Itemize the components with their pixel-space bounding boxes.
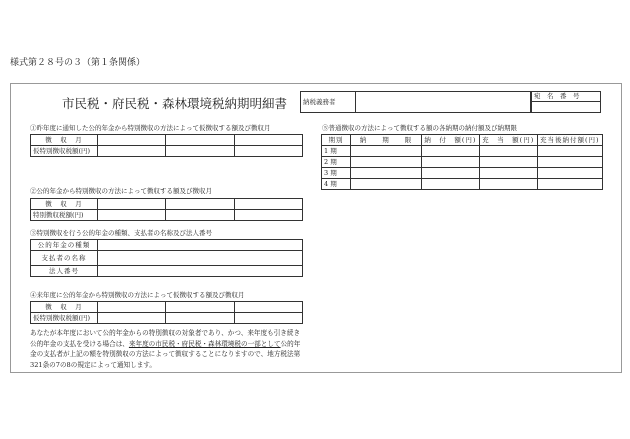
section3-caption: ③特別徴収を行う公的年金の種類、支払者の名称及び法人番号 <box>30 229 212 237</box>
provisional-tax-label: 仮特別徴収税額(円) <box>31 313 98 324</box>
header-period: 期別 <box>322 135 351 146</box>
pension-type-field[interactable] <box>98 240 303 251</box>
payer-name-label: 支払者の名称 <box>31 251 98 266</box>
page-title: 市民税・府民税・森林環境税納期明細書 <box>62 96 288 111</box>
section5-caption: ⑤普通徴収の方法によって徴収する額の各納期の納付額及び納期限 <box>322 124 517 132</box>
cell[interactable] <box>537 146 602 157</box>
cell[interactable] <box>351 168 422 179</box>
cell[interactable] <box>351 146 422 157</box>
section5-table <box>321 134 603 190</box>
cell[interactable] <box>422 146 480 157</box>
payer-name-field[interactable] <box>98 251 303 266</box>
cell[interactable] <box>422 157 480 168</box>
corporate-number-field[interactable] <box>98 266 303 277</box>
cell[interactable] <box>537 179 602 190</box>
cell[interactable] <box>479 157 537 168</box>
cell[interactable] <box>351 179 422 190</box>
taxpayer-table <box>300 91 531 113</box>
corporate-number-label: 法人番号 <box>31 266 98 277</box>
cell[interactable] <box>422 168 480 179</box>
cell[interactable] <box>234 146 302 157</box>
cell[interactable] <box>166 135 234 146</box>
header-payment: 納 付 額(円) <box>422 135 480 146</box>
taxpayer-label: 納税義務者 <box>301 92 356 113</box>
cell[interactable] <box>166 199 234 210</box>
section1-caption: ①昨年度に通知した公的年金から特別徴収の方法によって仮徴収する額及び徴収月 <box>30 124 271 132</box>
cell[interactable] <box>234 135 302 146</box>
section2-table <box>30 198 303 221</box>
cell[interactable] <box>166 146 234 157</box>
note-text: 公的年金の支払者が上記の額を特別徴収の方法によって徴収することになりますので、地方税法第321条の7の8の規定によって通知します。 <box>30 339 301 369</box>
section4-table <box>30 301 303 324</box>
period-label: 2 期 <box>322 157 351 168</box>
pension-type-label: 公的年金の種類 <box>31 240 98 251</box>
cell[interactable] <box>479 146 537 157</box>
collection-month-label: 徴 収 月 <box>31 302 98 313</box>
period-label: 4 期 <box>322 179 351 190</box>
cell[interactable] <box>98 210 166 221</box>
note-text: あなたが本年度において公的年金からの特別徴収の対象者であり、かつ、来年度も引き続き公的年金の支払を受ける場合は、 <box>30 329 301 348</box>
cell[interactable] <box>166 302 234 313</box>
cell[interactable] <box>98 146 166 157</box>
header-net-payment: 充当後納付額(円) <box>537 135 602 146</box>
special-tax-label: 特別徴収税額(円) <box>31 210 98 221</box>
header-allocated: 充 当 額(円) <box>479 135 537 146</box>
taxpayer-field[interactable] <box>356 92 531 113</box>
collection-month-label: 徴 収 月 <box>31 135 98 146</box>
address-number-field[interactable] <box>532 102 601 113</box>
cell[interactable] <box>351 157 422 168</box>
period-label: 1 期 <box>322 146 351 157</box>
address-number-label: 宛 名 番 号 <box>532 92 601 102</box>
cell[interactable] <box>234 210 302 221</box>
cell[interactable] <box>537 157 602 168</box>
cell[interactable] <box>166 210 234 221</box>
header-due-date: 納 期 限 <box>351 135 422 146</box>
cell[interactable] <box>98 302 166 313</box>
cell[interactable] <box>234 302 302 313</box>
note-underlined: 来年度の市民税・府民税・森林環境税の一部として <box>128 339 281 348</box>
section4-caption: ④来年度に公的年金から特別徴収の方法によって仮徴収する額及び徴収月 <box>30 291 245 299</box>
section1-table <box>30 134 303 157</box>
cell[interactable] <box>234 199 302 210</box>
cell[interactable] <box>166 313 234 324</box>
cell[interactable] <box>479 179 537 190</box>
cell[interactable] <box>98 199 166 210</box>
cell[interactable] <box>422 179 480 190</box>
period-label: 3 期 <box>322 168 351 179</box>
address-number-table <box>531 91 601 113</box>
cell[interactable] <box>234 313 302 324</box>
cell[interactable] <box>98 135 166 146</box>
form-number: 様式第２８号の３（第１条関係） <box>10 58 146 68</box>
section2-caption: ②公的年金から特別徴収の方法によって徴収する額及び徴収月 <box>30 187 212 195</box>
notice-paragraph <box>30 328 305 370</box>
section3-table <box>30 239 303 277</box>
cell[interactable] <box>479 168 537 179</box>
cell[interactable] <box>537 168 602 179</box>
cell[interactable] <box>98 313 166 324</box>
collection-month-label: 徴 収 月 <box>31 199 98 210</box>
provisional-tax-label: 仮特別徴収税額(円) <box>31 146 98 157</box>
